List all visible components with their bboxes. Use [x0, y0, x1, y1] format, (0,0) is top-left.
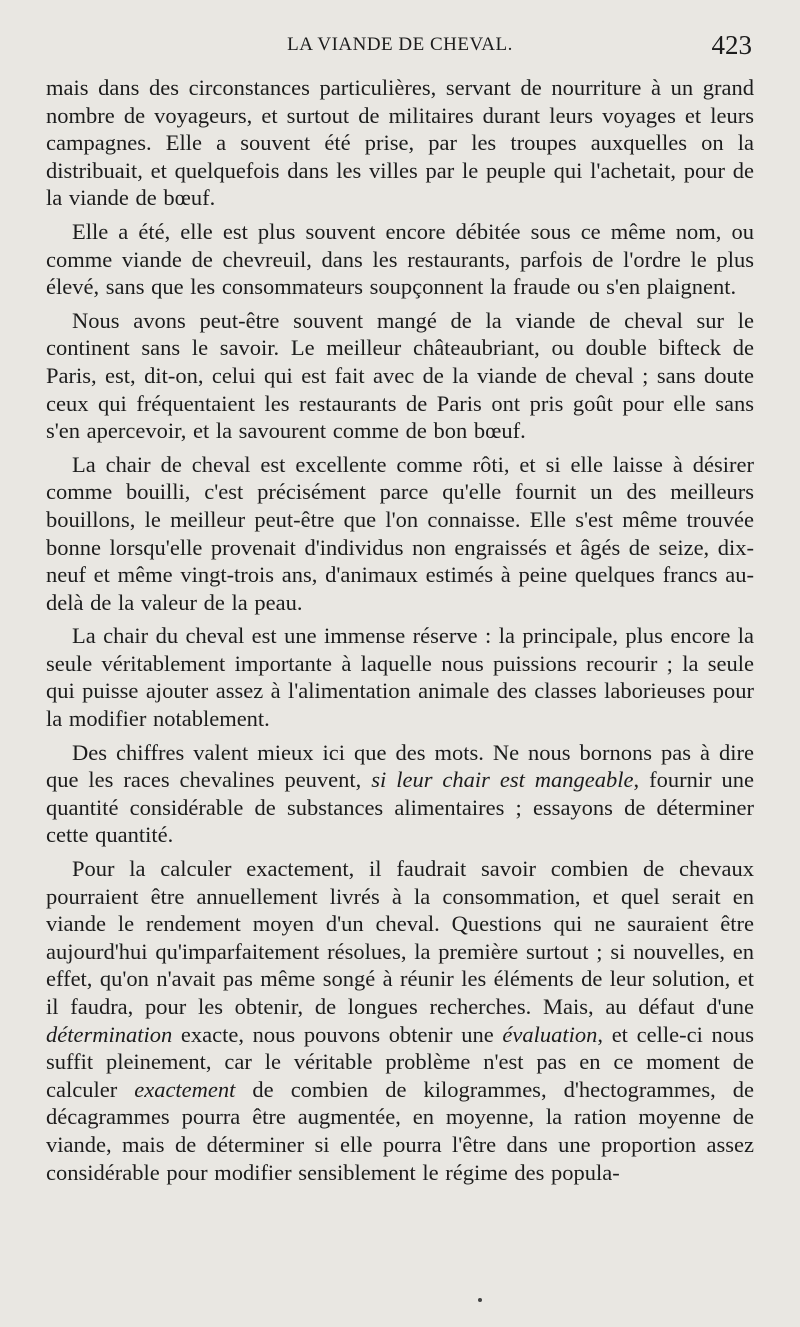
body-text — [46, 74, 754, 1192]
paragraph-7 — [46, 855, 754, 1186]
paragraph-6 — [46, 739, 754, 849]
paragraph-text: La chair du cheval est une immense réserve : la principale, plus encore la seule véritablement importante à laquelle nous puissions recourir ; la seule qui puisse ajouter assez à l'alimentation animale des classes laborieuses pour la modifier notablement. — [46, 623, 754, 732]
paragraph-1 — [46, 74, 754, 212]
italic-word: détermination — [46, 1021, 173, 1047]
paragraph-text: , fournir une quantité considérable de substances alimentaires ; essayons de déterminer cette quantité. — [46, 767, 755, 848]
paragraph-5 — [46, 622, 754, 732]
paragraph-text: Nous avons peut-être souvent mangé de la viande de cheval sur le continent sans le savoir. Le meilleur châteaubriant, ou double bifteck de Paris, est, dit-on, celui qui est fait avec de la viande de cheval ; sans doute ceux qui fréquentaient les restaurants de Paris ont pris goût pour elle sans s'en apercevoir, et la savourent comme de bon bœuf. — [46, 307, 754, 444]
paragraph-text: Elle a été, elle est plus souvent encore débitée sous ce même nom, ou comme viande de chevreuil, dans les restaurants, parfois de l'ordre le plus élevé, sans que les consommateurs soupçonnent la fraude ou s'en plaignent. — [46, 218, 754, 300]
paragraph-text: La chair de cheval est excellente comme rôti, et si elle laisse à désirer comme bouilli, c'est précisément parce qu'elle fournit un des meilleurs bouillons, le meilleur peut-être que l'on connaisse. Elle s'est même trouvée bonne lorsqu'elle provenait d'individus non engraissés et âgés de seize, dix-neuf et même vingt-trois ans, d'animaux estimés à peine quelques francs au-delà de la valeur de la peau. — [46, 451, 754, 615]
italic-word: évaluation — [502, 1021, 598, 1047]
italic-phrase: si leur chair est mangeable — [371, 767, 634, 793]
paragraph-text: , et celle-ci nous suffit pleinement, car le véritable problème n'est pas en ce moment de calculer — [46, 1021, 755, 1102]
paragraph-text: de combien de kilogrammes, d'hectogrammes, de décagrammes pourra être augmentée, en moyenne, la ration moyenne de viande, mais de déterminer si elle pourra l'être dans une proportion assez considérable pour modifier sensiblement le régime des popula- — [46, 1076, 754, 1185]
page-number: 423 — [711, 30, 752, 60]
running-title: LA VIANDE DE CHEVAL. — [287, 34, 513, 55]
paragraph-text: Des chiffres valent mieux ici que des mots. Ne nous bornons pas à dire que les races chevalines peuvent, — [46, 739, 754, 793]
paragraph-4 — [46, 451, 754, 617]
running-head — [46, 30, 754, 64]
paragraph-2 — [46, 218, 754, 301]
paragraph-text: Pour la calculer exactement, il faudrait savoir combien de chevaux pourraient être annuellement livrés à la consommation, et quel serait en viande le rendement moyen d'un cheval. Questions qui ne sauraient être aujourd'hui qu'imparfaitement résolues, la première surtout ; si nouvelles, en effet, qu'on n'avait pas même songé à réunir les éléments de leur solution, et il faudra, pour les obtenir, de longues recherches. Mais, au défaut d'une — [46, 856, 754, 1019]
paragraph-text: exacte, nous pouvons obtenir une — [172, 1021, 503, 1047]
ink-speck — [478, 1298, 482, 1302]
paragraph-text: mais dans des circonstances particulières, servant de nourriture à un grand nombre de voyageurs, et surtout de militaires durant leurs voyages et leurs campagnes. Elle a souvent été prise, par les troupes auxquelles on la distribuait, et quelquefois dans les villes par le peuple qui l'achetait, pour de la viande de bœuf. — [46, 75, 754, 211]
paragraph-3 — [46, 307, 754, 445]
italic-word: exactement — [134, 1076, 236, 1102]
